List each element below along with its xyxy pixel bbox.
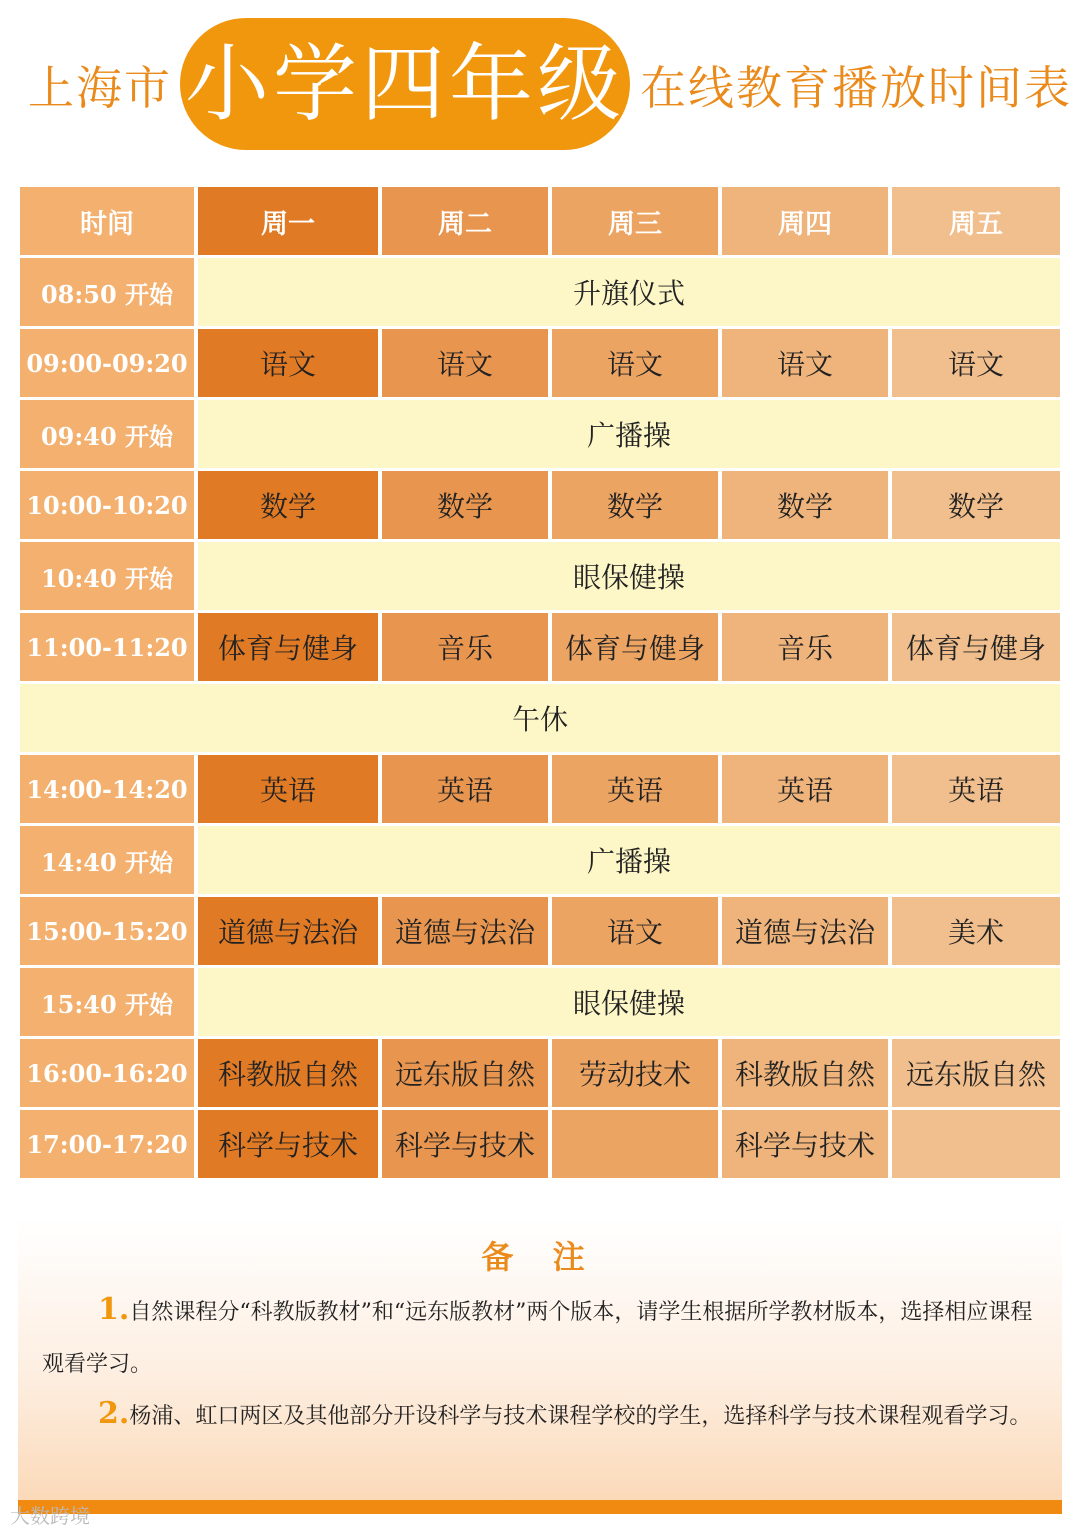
class-cell: 远东版自然 (892, 1039, 1060, 1107)
time-cell: 11:00-11:20 (20, 613, 194, 681)
note-text: 自然课程分“科教版教材”和“远东版教材”两个版本，请学生根据所学教材版本，选择相应课程观看学习。 (42, 1300, 1033, 1377)
time-cell: 14:00-14:20 (20, 755, 194, 823)
watermark: 大数跨境 (10, 1504, 90, 1528)
time-cell: 09:00-09:20 (20, 329, 194, 397)
class-cell: 科教版自然 (198, 1039, 378, 1107)
column-header: 时间 (20, 187, 194, 255)
class-cell: 数学 (382, 471, 548, 539)
class-cell: 体育与健身 (198, 613, 378, 681)
class-cell: 体育与健身 (892, 613, 1060, 681)
class-cell: 英语 (892, 755, 1060, 823)
activity-cell: 广播操 (198, 826, 1060, 894)
page-header (0, 0, 1080, 170)
class-cell: 科学与技术 (198, 1110, 378, 1178)
header-grade-badge (180, 18, 630, 150)
column-header: 周四 (722, 187, 888, 255)
class-cell: 道德与法治 (382, 897, 548, 965)
notes-section (18, 1218, 1062, 1508)
class-cell: 语文 (552, 897, 718, 965)
bottom-bar (18, 1500, 1062, 1514)
note-item-2 (42, 1388, 1042, 1443)
time-cell: 15:40 开始 (20, 968, 194, 1036)
schedule-table (20, 187, 1060, 1178)
class-cell: 英语 (382, 755, 548, 823)
class-cell: 科教版自然 (722, 1039, 888, 1107)
time-cell: 08:50 开始 (20, 258, 194, 326)
class-cell: 科学与技术 (722, 1110, 888, 1178)
header-grade: 小学四年级 (184, 35, 625, 133)
time-cell: 15:00-15:20 (20, 897, 194, 965)
class-cell: 语文 (198, 329, 378, 397)
class-cell: 英语 (722, 755, 888, 823)
note-item-1 (42, 1284, 1042, 1391)
class-cell: 道德与法治 (722, 897, 888, 965)
note-number: 1. (98, 1292, 130, 1327)
class-cell: 远东版自然 (382, 1039, 548, 1107)
class-cell: 数学 (722, 471, 888, 539)
class-cell: 语文 (892, 329, 1060, 397)
time-cell: 10:00-10:20 (20, 471, 194, 539)
time-cell: 14:40 开始 (20, 826, 194, 894)
class-cell (892, 1110, 1060, 1178)
break-row: 午休 (20, 684, 1060, 752)
note-text: 杨浦、虹口两区及其他部分开设科学与技术课程学校的学生，选择科学与技术课程观看学习。 (129, 1404, 1032, 1429)
activity-cell: 升旗仪式 (198, 258, 1060, 326)
class-cell: 音乐 (722, 613, 888, 681)
class-cell: 数学 (198, 471, 378, 539)
class-cell: 数学 (552, 471, 718, 539)
class-cell: 劳动技术 (552, 1039, 718, 1107)
time-cell: 10:40 开始 (20, 542, 194, 610)
class-cell (552, 1110, 718, 1178)
class-cell: 英语 (552, 755, 718, 823)
time-cell: 17:00-17:20 (20, 1110, 194, 1178)
class-cell: 语文 (382, 329, 548, 397)
class-cell: 科学与技术 (382, 1110, 548, 1178)
activity-cell: 眼保健操 (198, 542, 1060, 610)
class-cell: 音乐 (382, 613, 548, 681)
note-number: 2. (98, 1396, 130, 1431)
header-subtitle: 在线教育播放时间表 (640, 61, 1072, 115)
class-cell: 语文 (552, 329, 718, 397)
class-cell: 数学 (892, 471, 1060, 539)
header-city: 上海市 (28, 61, 172, 115)
column-header: 周三 (552, 187, 718, 255)
activity-cell: 广播操 (198, 400, 1060, 468)
column-header: 周一 (198, 187, 378, 255)
class-cell: 道德与法治 (198, 897, 378, 965)
class-cell: 英语 (198, 755, 378, 823)
notes-title: 备 注 (481, 1238, 599, 1276)
activity-cell: 眼保健操 (198, 968, 1060, 1036)
class-cell: 体育与健身 (552, 613, 718, 681)
class-cell: 美术 (892, 897, 1060, 965)
class-cell: 语文 (722, 329, 888, 397)
time-cell: 09:40 开始 (20, 400, 194, 468)
column-header: 周五 (892, 187, 1060, 255)
time-cell: 16:00-16:20 (20, 1039, 194, 1107)
column-header: 周二 (382, 187, 548, 255)
